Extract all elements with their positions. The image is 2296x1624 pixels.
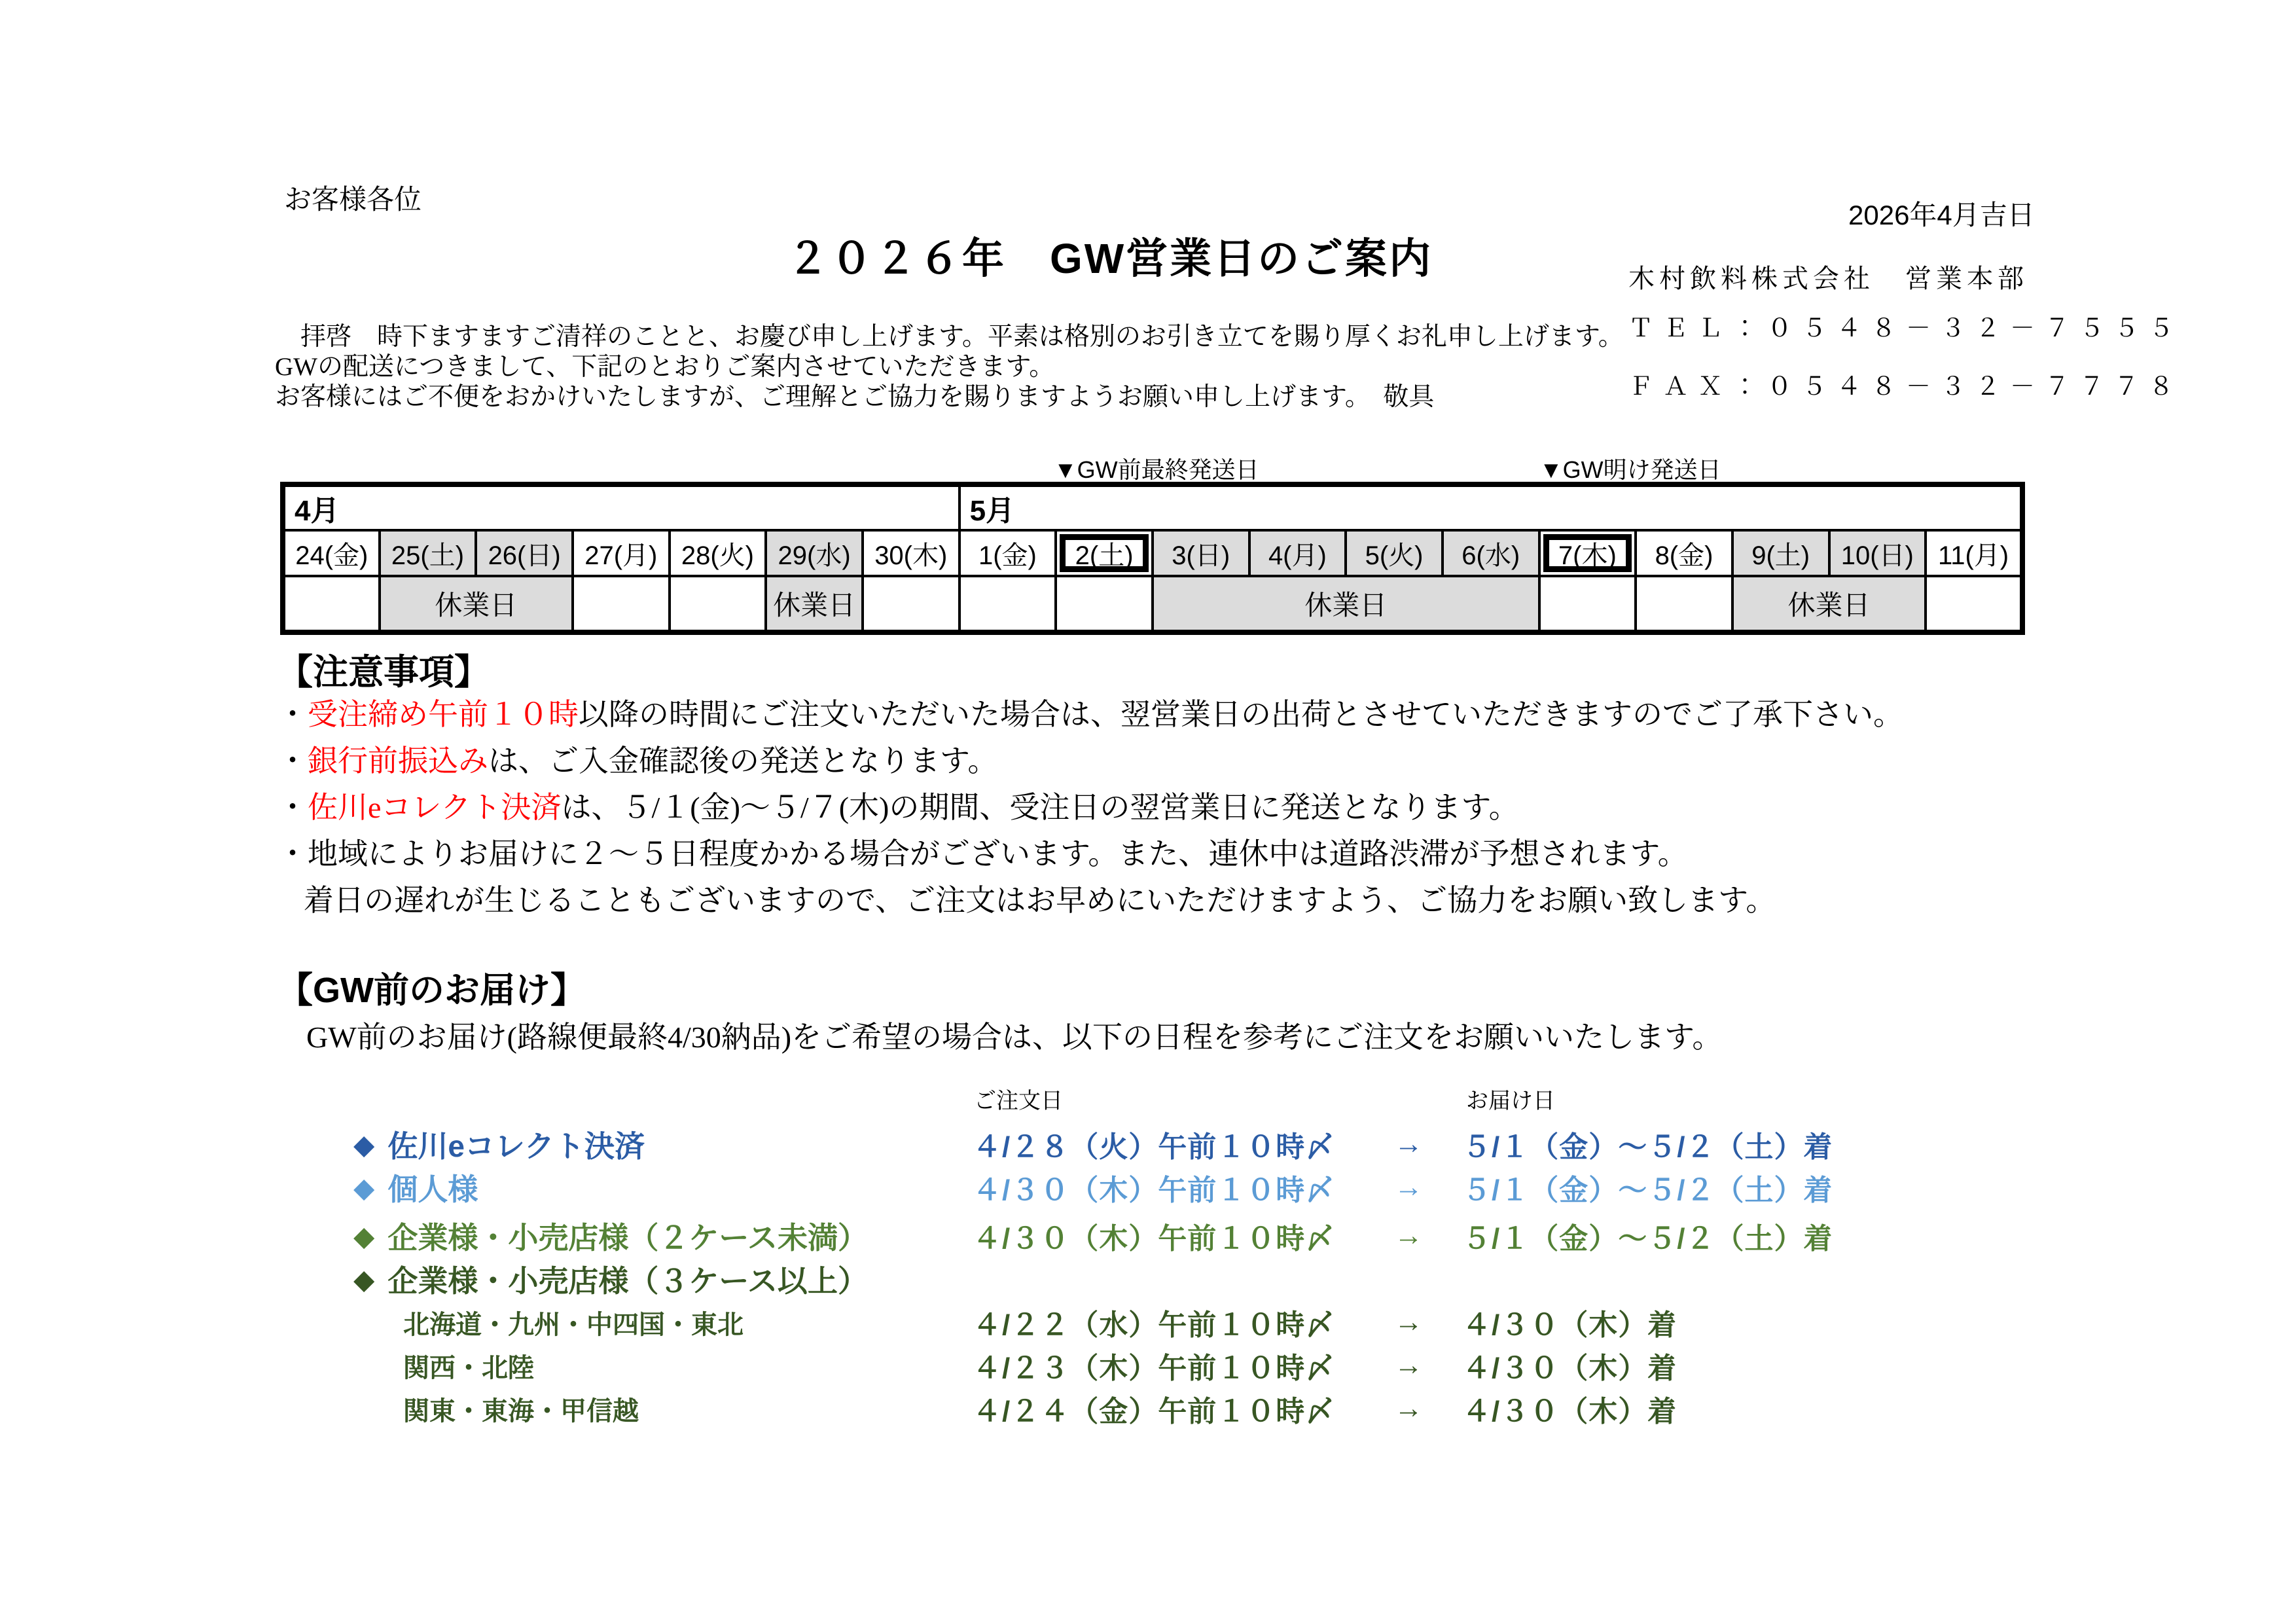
calendar-closed-cell: 休業日	[380, 576, 573, 632]
schedule-row	[353, 1348, 1833, 1382]
schedule-row-label	[353, 1214, 973, 1257]
greeting-line: GWの配送につきまして、下記のとおりご案内させていただきます。	[275, 353, 1055, 381]
greeting-paragraph	[275, 322, 1624, 412]
note-item	[278, 884, 1903, 917]
calendar-open-cell	[670, 576, 766, 632]
company-name: 木村飲料株式会社 営業本部	[1628, 264, 2028, 293]
calendar-open-cell	[283, 576, 380, 632]
arrow-icon: →	[1394, 1219, 1423, 1252]
calendar-closed-row	[283, 576, 2022, 632]
schedule-row-label	[353, 1390, 973, 1428]
schedule-row-label	[353, 1347, 973, 1384]
schedule-category-text: 企業様・小売店様（２ケース未満）	[387, 1221, 869, 1255]
notes-list	[278, 698, 1903, 930]
company-tel: ＴＥＬ：０５４８－３２－７５５５	[1628, 315, 2184, 342]
calendar-open-cell	[1926, 576, 2022, 632]
greeting-line: お客様にはご不便をおかけいたしますが、ご理解とご協力を賜りますようお願い申し上げます。 敬具	[275, 383, 1435, 411]
calendar-table	[280, 482, 2025, 635]
calendar-day-cell: 8(金)	[1636, 530, 1732, 576]
note-bullet: ・	[278, 791, 308, 824]
calendar-day-cell: 24(金)	[283, 530, 380, 576]
order-deadline: ４/２３（木）午前１０時〆	[973, 1352, 1335, 1384]
note-item	[278, 791, 1903, 824]
calendar-day-cell: 26(日)	[476, 530, 573, 576]
schedule-row-label	[353, 1304, 973, 1341]
arrow-icon: →	[1394, 1306, 1423, 1338]
schedule-category-text: 関東・東海・甲信越	[403, 1396, 639, 1426]
pre-gw-delivery-heading: 【GW前のお届け】	[278, 971, 586, 1010]
company-block	[1628, 263, 2183, 402]
order-deadline: ４/３０（木）午前１０時〆	[973, 1223, 1335, 1255]
note-text: は、ご入金確認後の発送となります。	[488, 744, 998, 778]
recipient: お客様各位	[284, 184, 422, 215]
schedule-category-text: 個人様	[387, 1172, 478, 1206]
calendar-closed-cell: 休業日	[1732, 576, 1926, 632]
diamond-icon: ◆	[353, 1128, 375, 1160]
delivery-date: ５/１（金）～５/２（土）着	[1462, 1174, 1833, 1206]
calendar-day-cell: 25(土)	[380, 530, 476, 576]
calendar-open-cell	[1056, 576, 1153, 632]
calendar-day-cell: 4(月)	[1249, 530, 1346, 576]
schedule-row	[353, 1262, 1833, 1296]
note-text: 以降の時間にご注文いただいた場合は、翌営業日の出荷とさせていただきますのでご了承下さい。	[579, 698, 1903, 731]
delivery-schedule	[353, 1127, 1833, 1435]
order-deadline: ４/２２（水）午前１０時〆	[973, 1309, 1335, 1341]
calendar-closed-cell: 休業日	[766, 576, 863, 632]
order-date-column-header: ご注文日	[974, 1089, 1063, 1113]
schedule-category-text: 企業様・小売店様（３ケース以上）	[387, 1264, 869, 1298]
note-item	[278, 744, 1903, 778]
schedule-row-label	[353, 1257, 973, 1301]
delivery-date: ４/３０（木）着	[1462, 1309, 1677, 1341]
schedule-row	[353, 1392, 1833, 1426]
order-deadline: ４/３０（木）午前１０時〆	[973, 1174, 1335, 1206]
calendar-day-cell: 30(木)	[863, 530, 960, 576]
calendar-day-cell: 11(月)	[1926, 530, 2022, 576]
schedule-row	[353, 1219, 1833, 1253]
calendar-open-cell	[1539, 576, 1636, 632]
calendar-open-cell	[960, 576, 1056, 632]
note-text: は、５/１(金)～５/７(木)の期間、受注日の翌営業日に発送となります。	[561, 791, 1519, 824]
document-date: 2026年4月吉日	[1848, 200, 2035, 230]
note-emphasis-red: 銀行前振込み	[308, 744, 488, 778]
company-fax: ＦＡＸ：０５４８－３２－７７７８	[1628, 373, 2184, 401]
calendar-day-cell: 29(水)	[766, 530, 863, 576]
order-deadline: ４/２８（火）午前１０時〆	[973, 1131, 1335, 1163]
calendar-day-cell: 10(日)	[1829, 530, 1926, 576]
calendar-open-cell	[573, 576, 670, 632]
schedule-row	[353, 1127, 1833, 1161]
calendar-day-cell: 3(日)	[1153, 530, 1249, 576]
note-emphasis-red: 受注締め午前１０時	[308, 698, 579, 731]
note-bullet: ・	[278, 837, 308, 871]
calendar-day-cell: 9(土)	[1732, 530, 1829, 576]
calendar-day-cell: 7(木)	[1539, 530, 1636, 576]
note-emphasis-red: 佐川eコレクト決済	[308, 791, 562, 824]
note-text: 地域によりお届けに２～５日程度かかる場合がございます。また、連休中は道路渋滞が予想されます。	[308, 837, 1688, 871]
calendar-day-cell: 1(金)	[960, 530, 1056, 576]
note-item	[278, 837, 1903, 871]
calendar-day-cell: 6(水)	[1443, 530, 1539, 576]
delivery-date: ４/３０（木）着	[1462, 1352, 1677, 1384]
delivery-date-column-header: お届け日	[1466, 1089, 1555, 1113]
calendar-open-cell	[863, 576, 960, 632]
calendar-day-cell: 28(火)	[670, 530, 766, 576]
arrow-icon: →	[1394, 1349, 1423, 1381]
diamond-icon: ◆	[353, 1263, 375, 1295]
delivery-date: ４/３０（木）着	[1462, 1396, 1677, 1428]
schedule-category-text: 関西・北陸	[403, 1353, 534, 1382]
diamond-icon: ◆	[353, 1220, 375, 1252]
calendar-month-cell: 5月	[960, 484, 2022, 530]
delivery-date: ５/１（金）～５/２（土）着	[1462, 1223, 1833, 1255]
arrow-icon: →	[1394, 1128, 1423, 1160]
diamond-icon: ◆	[353, 1172, 375, 1203]
calendar-day-row	[283, 530, 2022, 576]
arrow-icon: →	[1394, 1392, 1423, 1424]
schedule-row-label	[353, 1123, 973, 1166]
calendar-month-cell: 4月	[283, 484, 960, 530]
note-bullet: ・	[278, 744, 308, 778]
calendar-day-cell: 5(火)	[1346, 530, 1443, 576]
note-item	[278, 698, 1903, 731]
greeting-line: 拝啓 時下ますますご清祥のことと、お慶び申し上げます。平素は格別のお引き立てを賜り厚くお礼申し上げます。	[275, 323, 1624, 351]
note-text: 着日の遅れが生じることもございますので、ご注文はお早めにいただけますよう、ご協力をお願い致します。	[304, 884, 1776, 917]
calendar-day-cell: 2(土)	[1056, 530, 1153, 576]
schedule-category-text: 北海道・九州・中四国・東北	[403, 1310, 744, 1339]
order-deadline: ４/２４（金）午前１０時〆	[973, 1396, 1335, 1428]
schedule-row-label	[353, 1166, 973, 1209]
page-title: ２０２６年 GW営業日のご案内	[787, 235, 1433, 282]
schedule-category-text: 佐川eコレクト決済	[387, 1129, 645, 1163]
schedule-row	[353, 1305, 1833, 1339]
arrow-icon: →	[1394, 1171, 1423, 1203]
post-gw-ship-label: ▼GW明け発送日	[1539, 456, 1721, 483]
notes-heading: 【注意事項】	[278, 653, 490, 692]
delivery-date: ５/１（金）～５/２（土）着	[1462, 1131, 1833, 1163]
calendar-day-cell: 27(月)	[573, 530, 670, 576]
pre-gw-final-ship-label: ▼GW前最終発送日	[1054, 456, 1259, 483]
calendar-closed-cell: 休業日	[1153, 576, 1539, 632]
schedule-row	[353, 1170, 1833, 1204]
calendar-month-row	[283, 484, 2022, 530]
calendar-open-cell	[1636, 576, 1732, 632]
note-bullet: ・	[278, 698, 308, 731]
pre-gw-delivery-intro: GW前のお届け(路線便最終4/30納品)をご希望の場合は、以下の日程を参考にご注文をお願いいたします。	[306, 1020, 1723, 1054]
